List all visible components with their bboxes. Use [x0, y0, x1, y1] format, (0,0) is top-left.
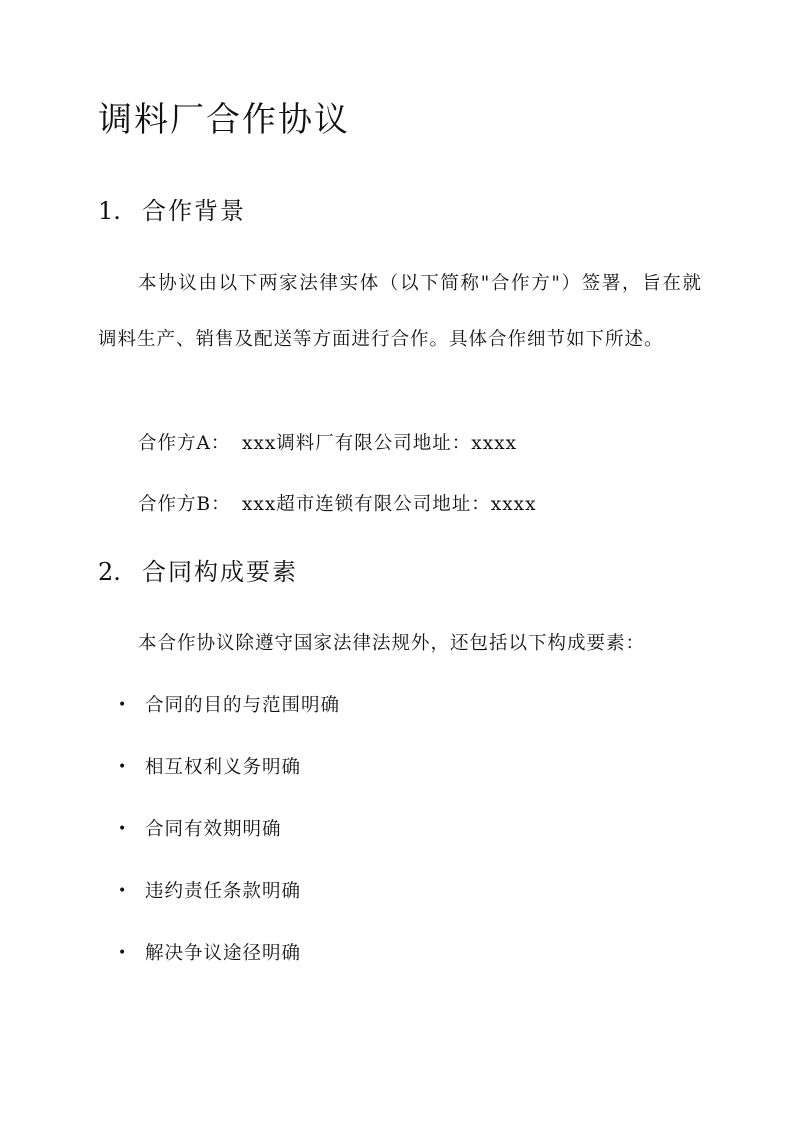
list-item	[118, 692, 340, 719]
document-title: 调料厂合作协议	[98, 100, 350, 140]
section-number: 2.	[98, 558, 121, 586]
party-a-line	[138, 431, 517, 457]
list-item-text: 合同的目的与范围明确	[145, 695, 341, 716]
party-a-value: xxx调料厂有限公司地址：xxxx	[242, 433, 518, 454]
bullet-icon: •	[118, 945, 128, 961]
section-heading-background	[98, 194, 246, 228]
bullet-icon: •	[118, 697, 128, 713]
section-number: 1.	[98, 197, 121, 225]
list-item	[118, 878, 301, 905]
list-item-text: 解决争议途径明确	[145, 943, 302, 964]
list-item-text: 相互权利义务明确	[145, 757, 302, 778]
party-b-label: 合作方B：	[138, 494, 231, 515]
list-item-text: 合同有效期明确	[145, 819, 282, 840]
list-item	[118, 816, 282, 843]
elements-paragraph: 本合作协议除遵守国家法律法规外，还包括以下构成要素：	[138, 633, 646, 654]
party-a-label: 合作方A：	[138, 433, 231, 454]
section-title: 合同构成要素	[142, 558, 298, 586]
bullet-icon: •	[118, 883, 128, 899]
bullet-icon: •	[118, 759, 128, 775]
list-item-text: 违约责任条款明确	[145, 881, 302, 902]
bullet-icon: •	[118, 821, 128, 837]
list-item	[118, 940, 301, 967]
party-b-line	[138, 492, 537, 518]
party-b-value: xxx超市连锁有限公司地址：xxxx	[242, 494, 537, 515]
section-heading-elements	[98, 555, 298, 589]
section-title: 合作背景	[142, 197, 246, 225]
list-item	[118, 754, 301, 781]
intro-paragraph: 本协议由以下两家法律实体（以下简称"合作方"）签署，旨在就调料生产、销售及配送等方面进行合作。具体合作细节如下所述。	[98, 273, 702, 350]
